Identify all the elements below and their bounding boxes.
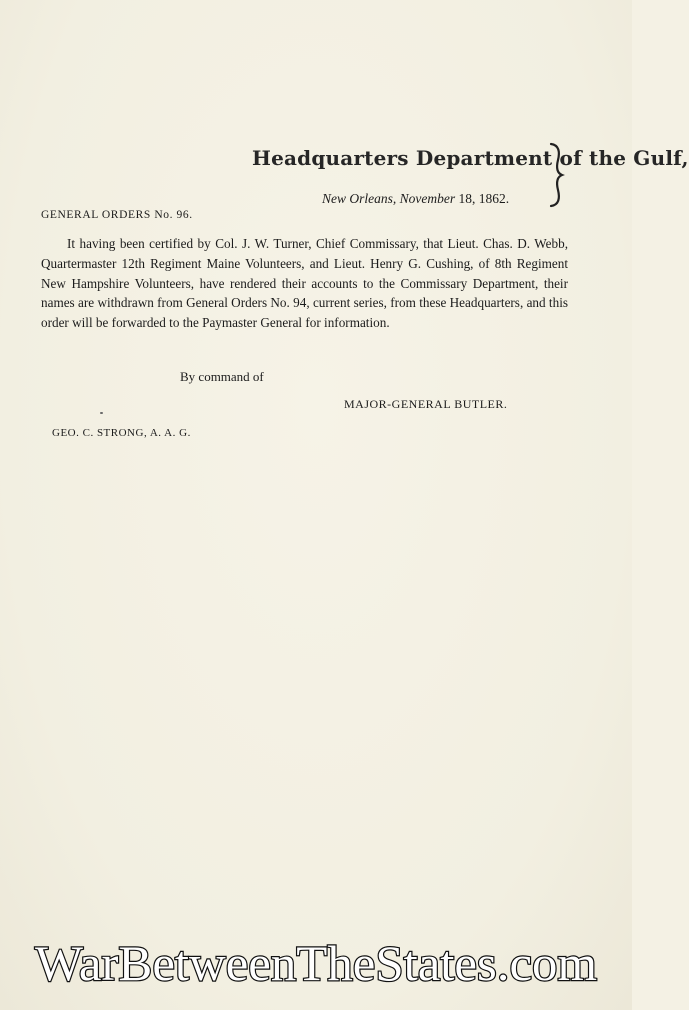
general-orders-heading: GENERAL ORDERS No. 96. <box>41 209 193 221</box>
commanding-general: MAJOR-GENERAL BUTLER. <box>344 397 508 411</box>
site-watermark <box>0 934 632 994</box>
order-body-paragraph: It having been certified by Col. J. W. Turner, Chief Commissary, that Lieut. Chas. D. Webb, Quartermaster 12th Regiment Maine Volunteers, and Lieut. Henry G. Cushing, of 8th Regiment New Hampshire Volunteers, have rendered their accounts to the Commissary Department, their names are withdrawn from General Orders No. 94, current series, from these Headquarters, and this order will be forwarded to the Paymaster General for information. <box>41 236 568 331</box>
assistant-adjutant-general: GEO. C. STRONG, A. A. G. <box>52 427 191 439</box>
dateline-place: New Orleans, <box>322 191 397 206</box>
ink-speck <box>100 412 103 414</box>
dateline-month: November <box>399 191 456 206</box>
watermark-text: WarBetweenTheStates.com <box>35 935 598 991</box>
headquarters-title: Headquarters Department of the Gulf, <box>252 146 689 170</box>
dateline-day-year: 18, 1862. <box>458 191 510 206</box>
right-brace-icon <box>548 142 564 208</box>
dateline <box>322 191 509 207</box>
by-command-line: By command of <box>180 369 264 384</box>
